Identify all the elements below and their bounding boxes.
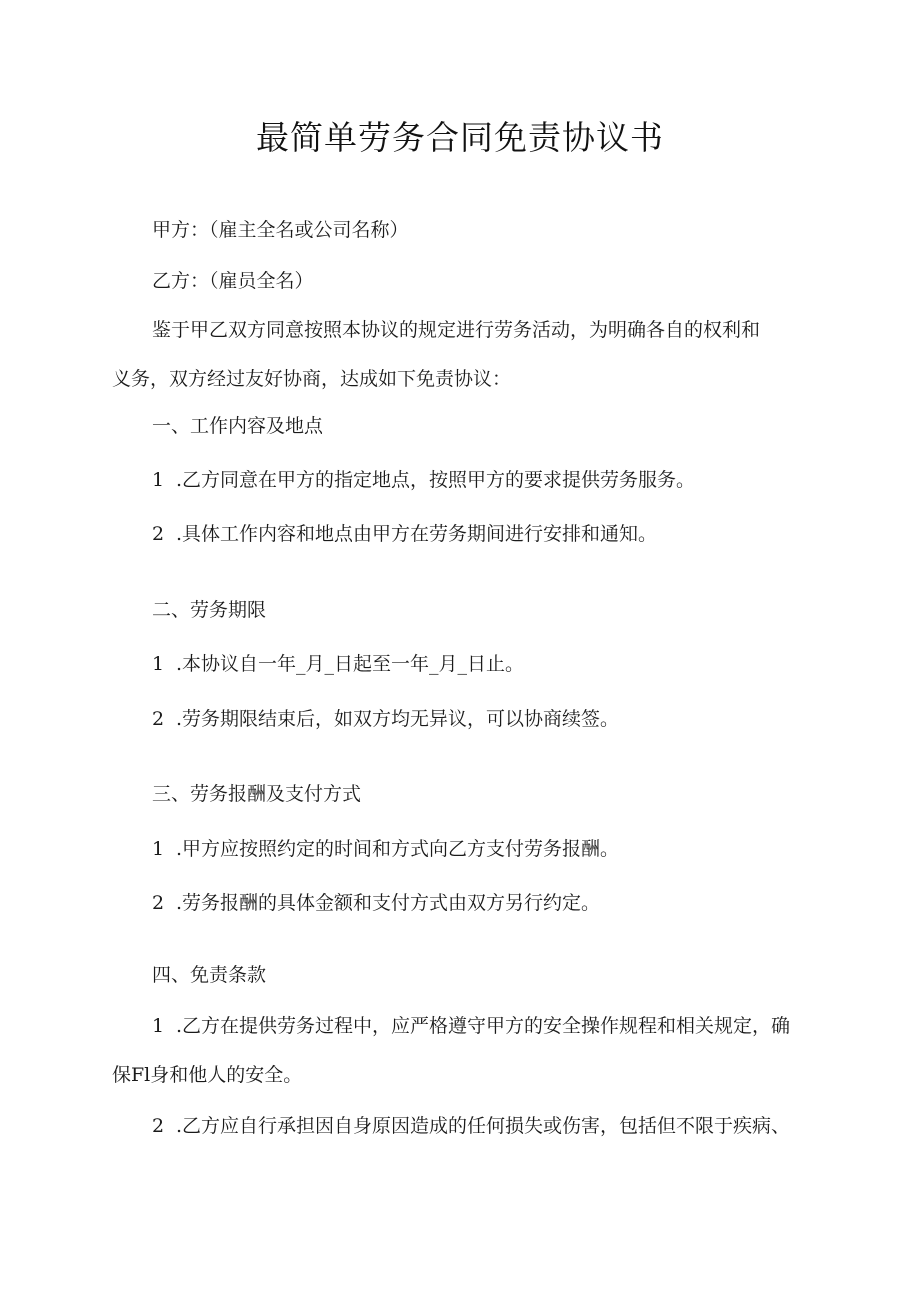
item-text: .乙方应自行承担因自身原因造成的任何损失或伤害，包括但不限于疾病、 — [176, 1115, 791, 1137]
item-number: 1 — [152, 1015, 165, 1037]
list-item — [152, 467, 695, 493]
party-a-line: 甲方：（雇主全名或公司名称） — [152, 219, 409, 241]
item-number: 1 — [152, 653, 165, 675]
item-number: 1 — [152, 838, 165, 860]
list-item — [152, 1113, 790, 1139]
preamble-line-1: 鉴于甲乙双方同意按照本协议的规定进行劳务活动，为明确各自的权利和 — [152, 319, 761, 341]
item-number: 2 — [152, 1115, 165, 1137]
item-text: .乙方在提供劳务过程中，应严格遵守甲方的安全操作规程和相关规定，确 — [176, 1015, 791, 1037]
item-text: .本协议自一年_月_日起至一年_月_日止。 — [176, 653, 525, 675]
item-number: 2 — [152, 892, 165, 914]
item-text: .乙方同意在甲方的指定地点，按照甲方的要求提供劳务服务。 — [176, 469, 696, 491]
item-number: 1 — [152, 469, 165, 491]
list-item — [152, 521, 657, 547]
section-heading: 三、劳务报酬及支付方式 — [152, 783, 362, 805]
item-text: .具体工作内容和地点由甲方在劳务期间进行安排和通知。 — [176, 523, 658, 545]
list-item — [152, 1013, 790, 1039]
item-number: 2 — [152, 708, 165, 730]
item-text: .甲方应按照约定的时间和方式向乙方支付劳务报酬。 — [176, 838, 620, 860]
item-text: .劳务期限结束后，如双方均无异议，可以协商续签。 — [176, 708, 620, 730]
preamble-line-2: 义务，双方经过友好协商，达成如下免责协议： — [112, 368, 512, 390]
list-item — [152, 706, 619, 732]
item-number: 2 — [152, 523, 165, 545]
section-heading: 一、工作内容及地点 — [152, 415, 324, 437]
list-item — [152, 890, 600, 916]
party-b-line: 乙方：（雇员全名） — [152, 270, 314, 292]
section-heading: 二、劳务期限 — [152, 599, 267, 621]
section-heading: 四、免责条款 — [152, 964, 267, 986]
document-title: 最简单劳务合同免责协议书 — [256, 118, 664, 157]
list-item — [152, 651, 524, 677]
list-item — [152, 836, 619, 862]
item-text: .劳务报酬的具体金额和支付方式由双方另行约定。 — [176, 892, 601, 914]
list-item-continuation: 保Fl身和他人的安全。 — [112, 1064, 303, 1086]
